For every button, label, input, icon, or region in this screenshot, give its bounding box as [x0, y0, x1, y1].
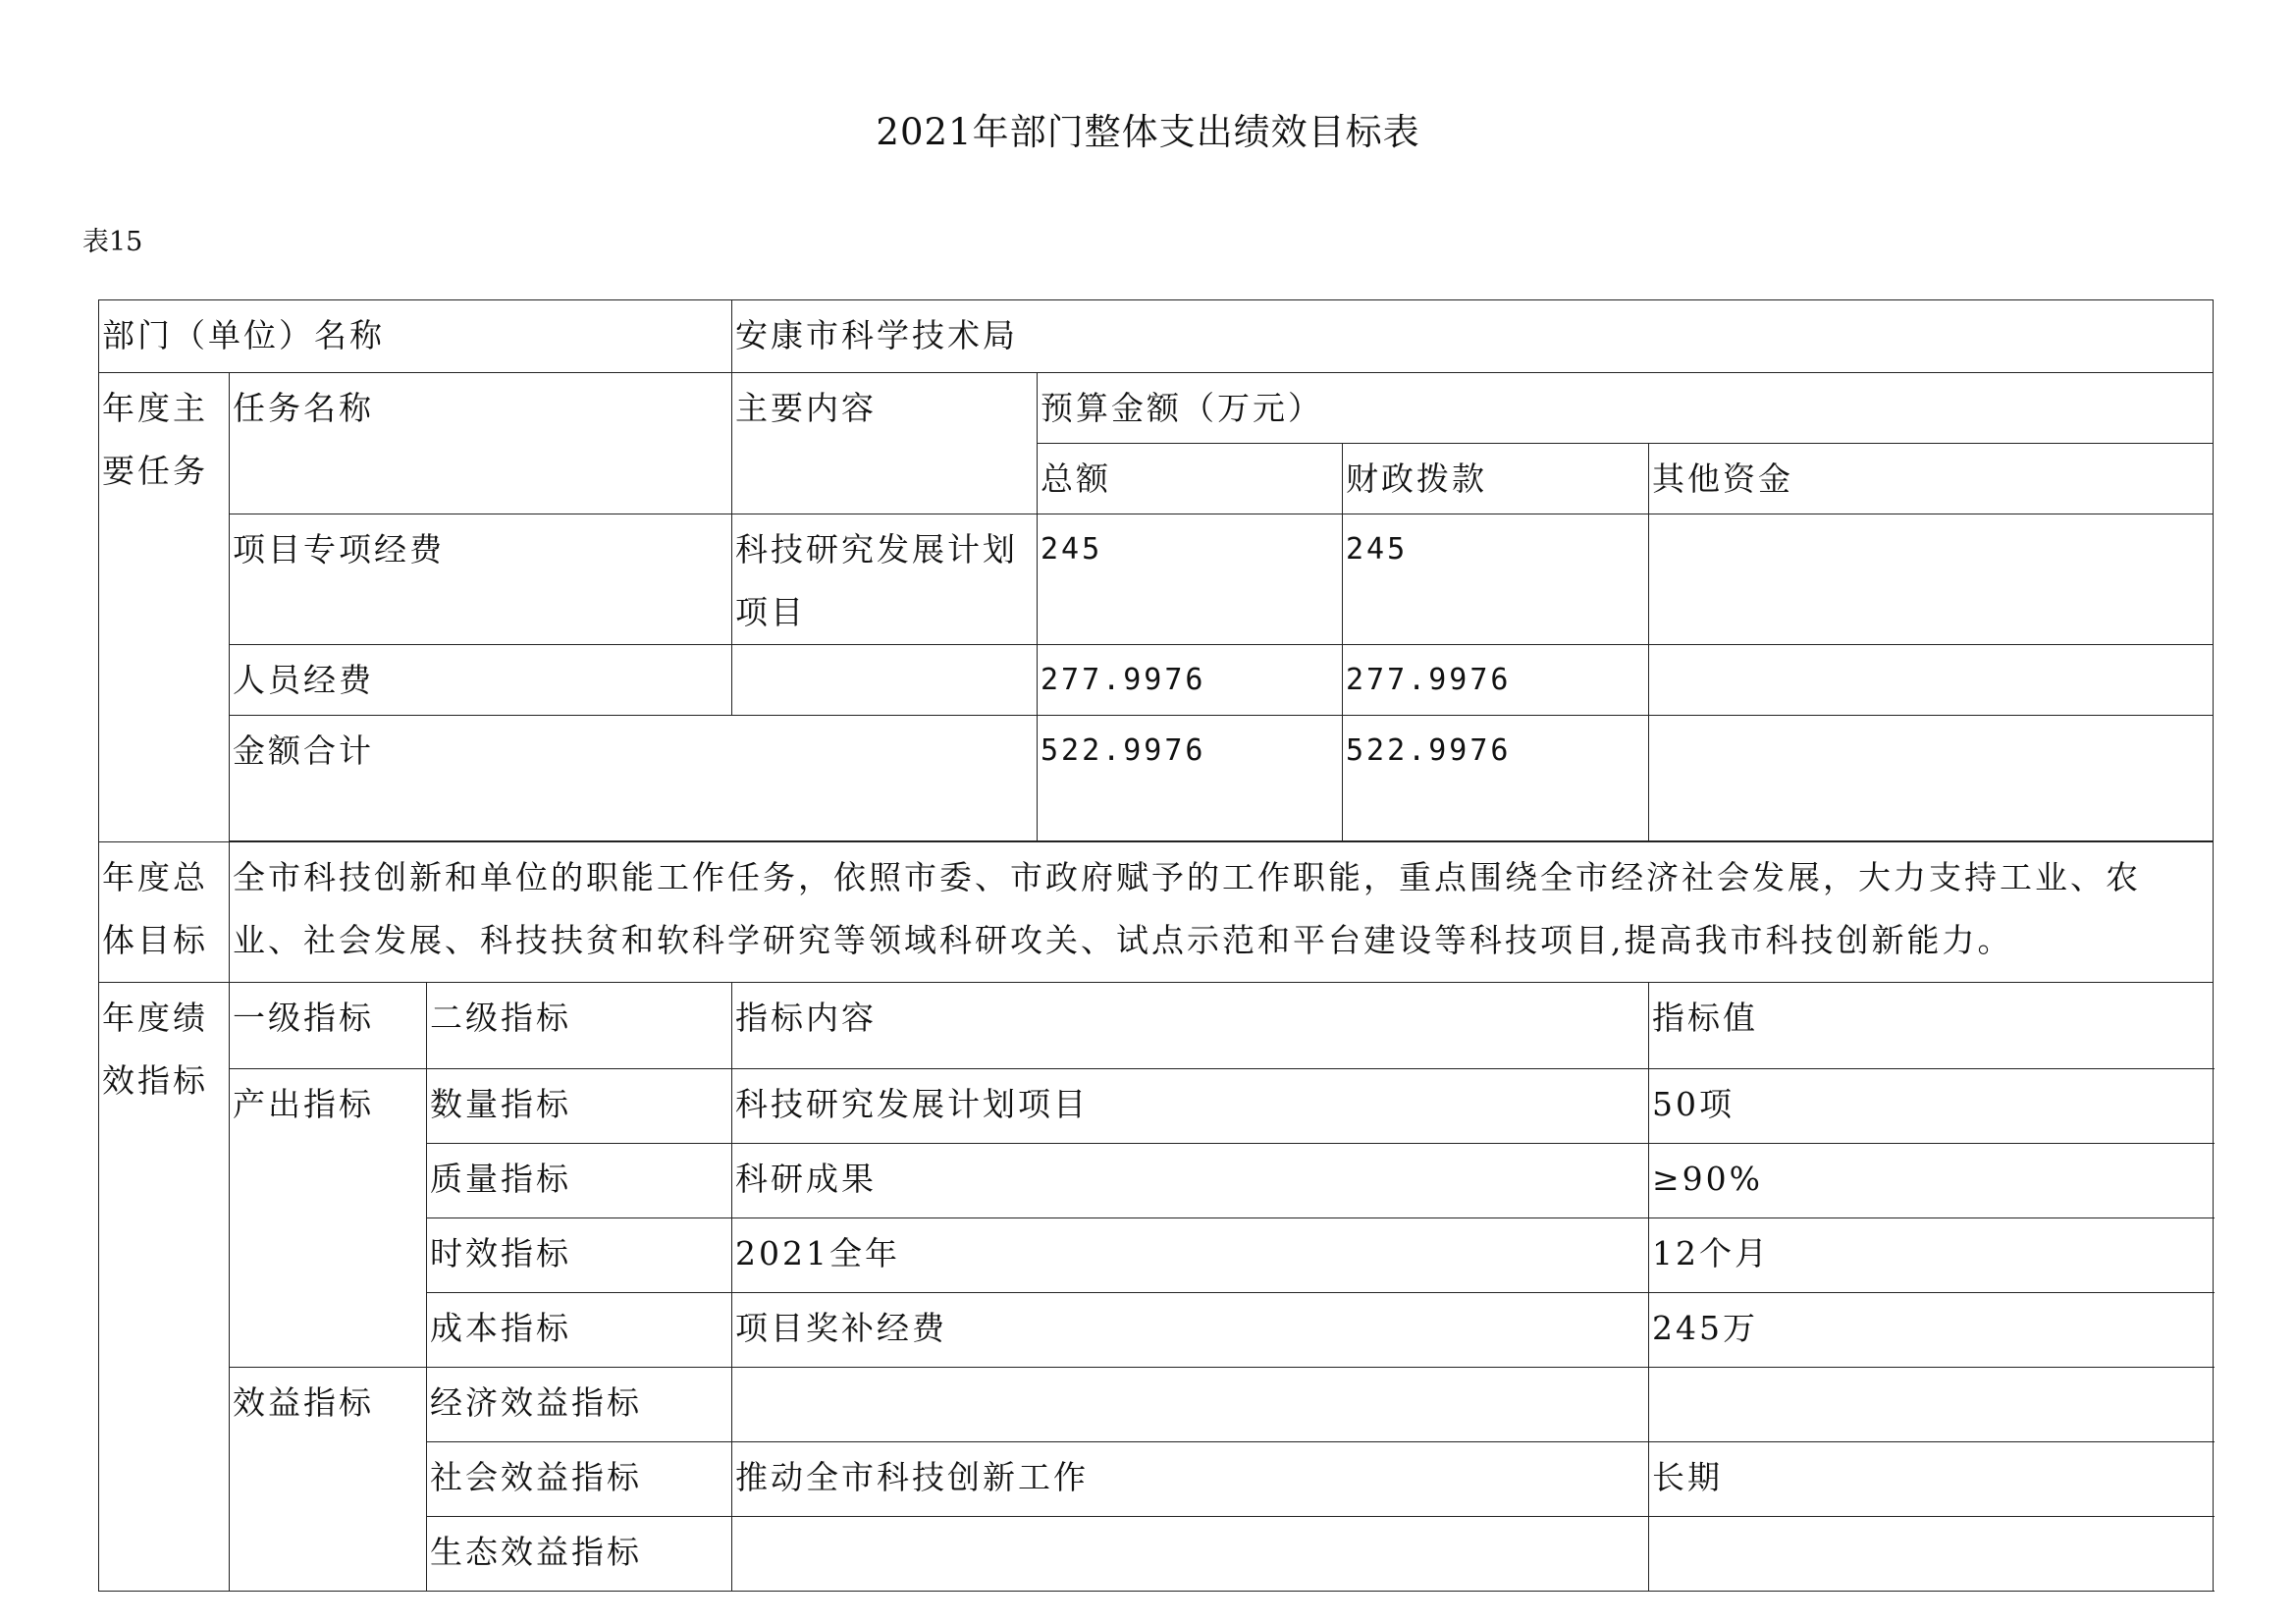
indicator-l2: 经济效益指标: [427, 1368, 732, 1442]
indicator-content: [732, 1368, 1649, 1442]
indicator-l2: 生态效益指标: [427, 1517, 732, 1592]
indicator-value: 50项: [1649, 1069, 2214, 1144]
task-row: [99, 645, 2214, 716]
goal-section-label: 年度总体目标: [99, 842, 230, 983]
indicator-l2: 数量指标: [427, 1069, 732, 1144]
indicator-row: [99, 1069, 2214, 1144]
task-other: [1649, 645, 2214, 716]
task-fiscal: 245: [1343, 514, 1649, 645]
budget-other-header: 其他资金: [1649, 444, 2214, 514]
indicators-section-label: 年度绩效指标: [99, 983, 230, 1592]
task-content-header: 主要内容: [732, 373, 1038, 514]
tasks-header-row: [99, 373, 2214, 444]
dept-row: [99, 300, 2214, 373]
goal-row: [99, 842, 2214, 983]
task-content: [732, 645, 1038, 716]
goal-text: 全市科技创新和单位的职能工作任务，依照市委、市政府赋予的工作职能，重点围绕全市经济社会发展，大力支持工业、农业、社会发展、科技扶贫和软科学研究等领域科研攻关、试点示范和平台建设等科技项目,提高我市科技创新能力。: [230, 842, 2214, 983]
budget-total-header: 总额: [1038, 444, 1343, 514]
indicator-l2: 成本指标: [427, 1293, 732, 1368]
budget-fiscal-header: 财政拨款: [1343, 444, 1649, 514]
indicator-value-header: 指标值: [1649, 983, 2214, 1069]
task-name: 人员经费: [230, 645, 732, 716]
indicator-l2: 质量指标: [427, 1144, 732, 1218]
page-title: 2021年部门整体支出绩效目标表: [876, 111, 1420, 153]
task-sum-total: 522.9976: [1038, 716, 1343, 841]
indicator-row: [99, 1368, 2214, 1442]
indicator-value: [1649, 1368, 2214, 1442]
budget-header: 预算金额（万元）: [1038, 373, 2214, 444]
indicator-l1-header: 一级指标: [230, 983, 427, 1069]
indicator-value: 245万: [1649, 1293, 2214, 1368]
output-indicator-label: 产出指标: [230, 1069, 427, 1368]
task-sum-row: [99, 716, 2214, 841]
indicator-l2: 社会效益指标: [427, 1442, 732, 1517]
indicator-content: 科技研究发展计划项目: [732, 1069, 1649, 1144]
indicator-content-header: 指标内容: [732, 983, 1649, 1069]
task-fiscal: 277.9976: [1343, 645, 1649, 716]
indicator-l2: 时效指标: [427, 1218, 732, 1293]
dept-label: 部门（单位）名称: [99, 300, 732, 373]
task-total: 245: [1038, 514, 1343, 645]
task-name: 项目专项经费: [230, 514, 732, 645]
dept-value: 安康市科学技术局: [732, 300, 2214, 373]
indicator-value: 长期: [1649, 1442, 2214, 1517]
indicator-content: [732, 1517, 1649, 1592]
indicator-value: ≥90%: [1649, 1144, 2214, 1218]
benefit-indicator-label: 效益指标: [230, 1368, 427, 1592]
task-sum-fiscal: 522.9976: [1343, 716, 1649, 841]
indicator-value: 12个月: [1649, 1218, 2214, 1293]
indicator-content: 科研成果: [732, 1144, 1649, 1218]
task-sum-other: [1649, 716, 2214, 841]
indicator-value: [1649, 1517, 2214, 1592]
task-sum-label: 金额合计: [230, 716, 1038, 841]
task-row: [99, 514, 2214, 645]
tasks-section-label: 年度主要任务: [99, 373, 230, 842]
performance-goal-table: [98, 299, 2214, 1592]
task-content: 科技研究发展计划项目: [732, 514, 1038, 645]
indicators-header-row: [99, 983, 2214, 1069]
task-other: [1649, 514, 2214, 645]
indicator-content: 项目奖补经费: [732, 1293, 1649, 1368]
table-number: 表15: [82, 227, 143, 257]
task-total: 277.9976: [1038, 645, 1343, 716]
task-name-header: 任务名称: [230, 373, 732, 514]
indicator-l2-header: 二级指标: [427, 983, 732, 1069]
indicator-content: 推动全市科技创新工作: [732, 1442, 1649, 1517]
indicator-content: 2021全年: [732, 1218, 1649, 1293]
